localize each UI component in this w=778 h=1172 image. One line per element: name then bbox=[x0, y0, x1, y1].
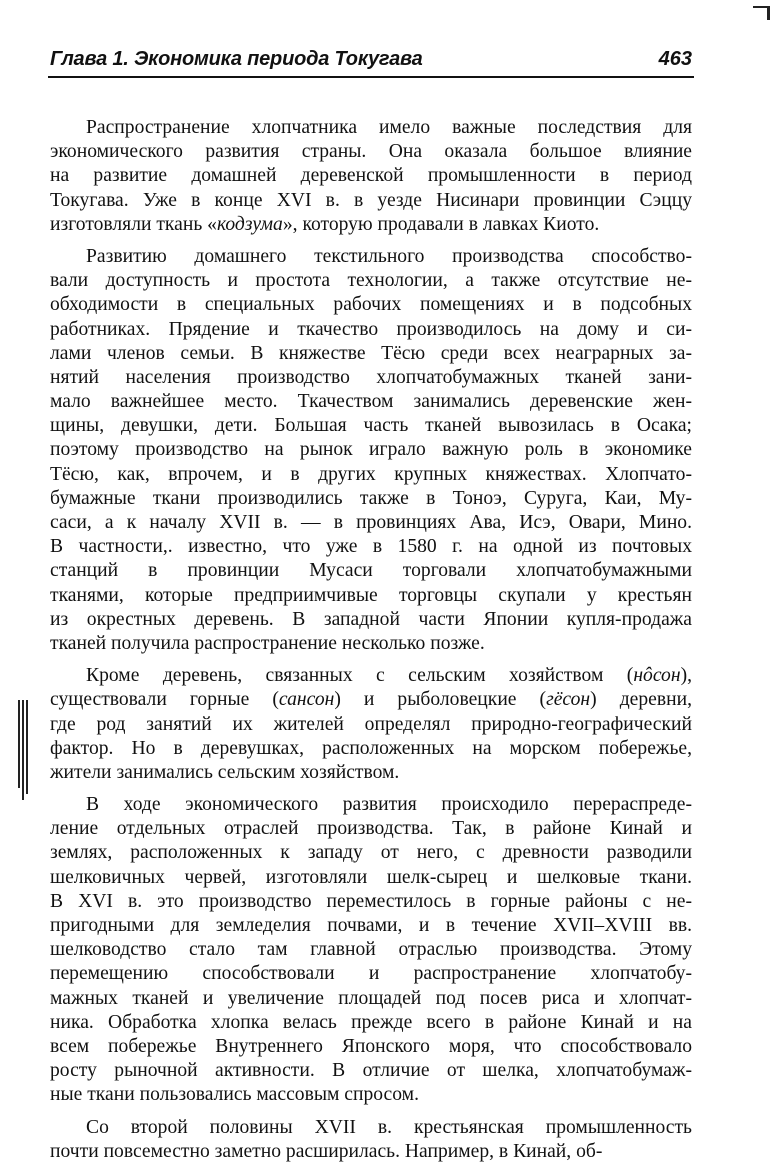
text-line: нятий населения производство хлопчатобумажных тканей зани- bbox=[50, 366, 692, 388]
text-line: В ходе экономического развития происходило перераспреде- bbox=[86, 794, 692, 816]
text-line: шелковичных червей, изготовляли шелк-сырец и шелковые ткани. bbox=[50, 866, 692, 888]
text-line: ные ткани пользовались массовым спросом. bbox=[50, 1084, 419, 1106]
text-line: Распространение хлопчатника имело важные последствия для bbox=[86, 117, 692, 138]
text-line: ника. Обработка хлопка велась прежде всего в районе Кинай и на bbox=[50, 1011, 692, 1033]
text-line: Со второй половины XVII в. крестьянская промышленность bbox=[86, 1116, 692, 1138]
text-line: Тёсю, как, впрочем, и в других крупных княжествах. Хлопчато- bbox=[50, 463, 692, 485]
text-line: изготовляли ткань «кодзума», которую продавали в лавках Киото. bbox=[50, 213, 600, 235]
text-line: где род занятий их жителей определял природно-географический bbox=[50, 713, 692, 735]
text-line: мажных тканей и увеличение площадей под посев риса и хлопчат- bbox=[50, 987, 692, 1009]
text-line: тканей получила распространение несколько позже. bbox=[50, 632, 485, 654]
text-line: бумажные ткани производились также в Тоноэ, Суруга, Каи, Му- bbox=[50, 487, 692, 509]
text-line: мало важнейшее место. Ткачеством занимались деревенские жен- bbox=[50, 391, 692, 413]
running-head: Глава 1. Экономика периода Токугава bbox=[50, 48, 423, 70]
text-line: из окрестных деревень. В западной части Японии купля-продажа bbox=[50, 608, 692, 630]
text-line: всем побережье Внутреннего Японского моря, что способствовало bbox=[50, 1035, 692, 1057]
text-line: В XVI в. это производство переместилось в горные районы с не- bbox=[50, 890, 692, 912]
text-line: ление отдельных отраслей производства. Так, в районе Кинай и bbox=[50, 818, 692, 840]
text-line: обходимости в специальных рабочих помещениях и в подсобных bbox=[50, 294, 692, 316]
text-line: поэтому производство на рынок играло важную роль в экономике bbox=[50, 439, 692, 461]
text-line: существовали горные (сансон) и рыболовецкие (гёсон) деревни, bbox=[50, 689, 692, 711]
text-line: тканями, которые предприимчивые торговцы скупали у крестьян bbox=[50, 584, 692, 606]
text-line: саси, а к началу XVII в. — в провинциях Ава, Исэ, Овари, Мино. bbox=[50, 512, 692, 533]
paragraph bbox=[50, 664, 692, 785]
text-line: росту рыночной активности. В отличие от шелка, хлопчатобумаж- bbox=[50, 1060, 692, 1082]
text-line: на развитие домашней деревенской промышленности в период bbox=[50, 165, 692, 187]
body-text bbox=[50, 116, 692, 1172]
text-line: Кроме деревень, связанных с сельским хозяйством (нôсон), bbox=[86, 665, 692, 687]
text-line: работниках. Прядение и ткачество производилось на дому и си- bbox=[50, 318, 692, 340]
text-line: почти повсеместно заметно расширилась. Например, в Кинай, об- bbox=[50, 1140, 603, 1162]
text-line: вали доступность и простота технологии, а также отсутствие не- bbox=[50, 270, 692, 292]
text-line: перемещению способствовали и распространение хлопчатобу- bbox=[50, 963, 692, 985]
text-line: Развитию домашнего текстильного производства способство- bbox=[86, 245, 692, 267]
text-line: В частности,. известно, что уже в 1580 г. на одной из почтовых bbox=[50, 536, 692, 558]
text-line: жители занимались сельским хозяйством. bbox=[50, 761, 400, 783]
text-line: лами членов семьи. В княжестве Тёсю среди всех неаграрных за- bbox=[50, 342, 692, 364]
text-line: шелководство стало там главной отраслью производства. Этому bbox=[50, 939, 692, 961]
paragraph bbox=[50, 1116, 692, 1164]
text-line: щины, девушки, дети. Большая часть тканей вывозилась в Осака; bbox=[50, 415, 692, 437]
text-line: фактор. Но в деревушках, расположенных на морском побережье, bbox=[50, 737, 692, 759]
text-line: землях, расположенных к западу от него, с древности разводили bbox=[50, 842, 692, 864]
paragraph bbox=[50, 245, 692, 656]
text-line: станций в провинции Мусаси торговали хлопчатобумажными bbox=[50, 560, 692, 582]
corner-scan-mark bbox=[753, 6, 770, 20]
text-line: экономического развития страны. Она оказала большое влияние bbox=[50, 141, 692, 163]
paragraph bbox=[50, 116, 692, 237]
text-line: пригодными для земледелия почвами, и в течение XVII–XVIII вв. bbox=[50, 915, 692, 936]
margin-bracket-mark bbox=[18, 700, 30, 800]
paragraph bbox=[50, 793, 692, 1107]
text-line: Токугава. Уже в конце XVI в. в уезде Нисинари провинции Сэццу bbox=[50, 189, 692, 211]
page-number: 463 bbox=[658, 48, 692, 70]
page-header bbox=[48, 46, 694, 78]
